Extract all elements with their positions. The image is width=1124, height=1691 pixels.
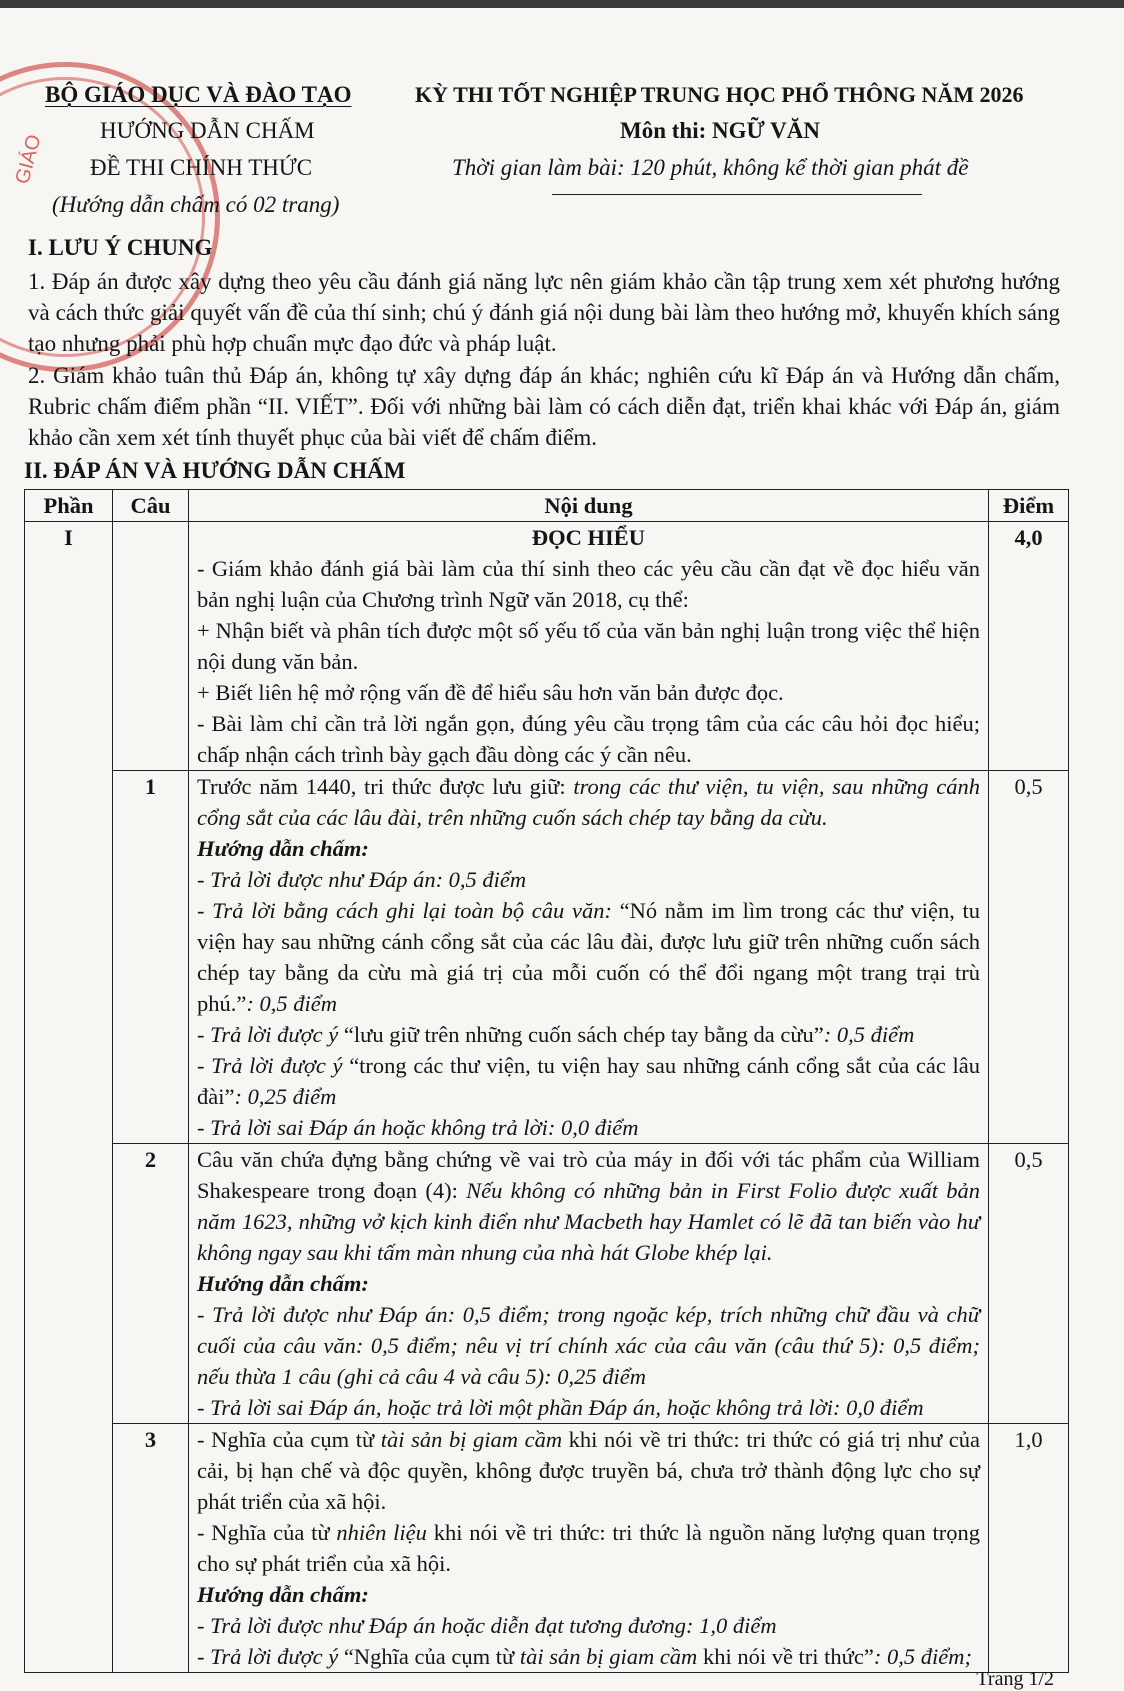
question-score: 1,0 [989,1424,1069,1673]
table-row [25,771,1069,1144]
guide-label: HƯỚNG DẪN CHẤM [100,118,315,143]
guide-score: : 0,5 điểm [246,991,337,1016]
answer-text: - Nghĩa của từ [197,1520,337,1545]
answer [197,1144,980,1268]
question-number: 2 [113,1144,189,1424]
header-noidung: Nội dung [189,490,989,522]
question-content [189,1424,989,1673]
question-content [189,771,989,1144]
question-score: 0,5 [989,771,1069,1144]
guide-line [197,1050,980,1112]
guide-quote: “trong các thư viện, tu viện hay sau những cánh cổng sắt của các lâu đài” [197,1053,980,1109]
answer-text: Câu văn chứa đựng bằng chứng về vai trò của máy in đối với tác phẩm của William Shakespeare trong đoạn (4): [197,1147,980,1203]
header-cau: Câu [113,490,189,522]
question-score: 0,5 [989,1144,1069,1424]
answer-text: Trước năm 1440, tri thức được lưu giữ: [197,774,574,799]
guide-line: - Trả lời được như Đáp án hoặc diễn đạt tương đương: 1,0 điểm [197,1613,777,1638]
guide-title: Hướng dẫn chấm: [197,1582,369,1607]
pages-note: (Hướng dẫn chấm có 02 trang) [52,192,340,217]
table-row [25,1144,1069,1424]
time-underline [552,194,922,195]
subject-label: Môn thi: NGỮ VĂN [620,118,820,143]
guide-title: Hướng dẫn chấm: [197,836,369,861]
guide-line: - Trả lời được như Đáp án: 0,5 điểm [197,867,527,892]
guide-title: Hướng dẫn chấm: [197,1271,369,1296]
time-label: Thời gian làm bài: 120 phút, không kể thời gian phát đề [452,155,969,180]
part-intro [189,522,989,771]
exam-title: KỲ THI TỐT NGHIỆP TRUNG HỌC PHỔ THÔNG NĂM 2026 [415,82,1024,107]
header-diem: Điểm [989,490,1069,522]
table-row [25,522,1069,771]
empty-cell [113,522,189,771]
guide-text: - Trả lời được ý [197,1644,344,1669]
guide-quote: “lưu giữ trên những cuốn sách chép tay bằng da cừu” [343,1022,824,1047]
guide-quote: “Nghĩa của cụm từ [343,1644,520,1669]
document-header [0,80,1124,230]
ministry-name: BỘ GIÁO DỤC VÀ ĐÀO TẠO [45,82,352,107]
intro-line: - Giám khảo đánh giá bài làm của thí sinh theo các yêu cầu cần đạt về đọc hiểu văn bản nghị luận của Chương trình Ngữ văn 2018, cụ thể: [197,556,980,612]
guide-line: - Trả lời được như Đáp án: 0,5 điểm; trong ngoặc kép, trích những chữ đầu và chữ cuối của câu văn: 0,5 điểm; nêu vị trí chính xác của câu văn (câu thứ 5): 0,5 điểm; nếu thừa 1 câu (ghi cả câu 4 và câu 5): 0,25 điểm [197,1302,980,1389]
guide-quote: khi nói về tri thức” [697,1644,874,1669]
guide-quote: “Nó nằm im lìm trong các thư viện, tu viện hay sau những cánh cổng sắt của các lâu đài, được lưu giữ trên những cuốn sách chép tay bằng da cừu mà giá trị của mỗi cuốn có thể đổi ngang một trang trại trù phú.” [197,898,980,1016]
answer-quote: Nếu không có những bản in First Folio được xuất bản năm 1623, những vở kịch kinh điển như Macbeth hay Hamlet có lẽ đã tan biến vào hư không ngay sau khi tấm màn nhung của nhà hát Globe khép lại. [197,1178,981,1265]
section-general-notes-title: I. LƯU Ý CHUNG [28,235,213,260]
guide-term: tài sản bị giam cầm [519,1644,698,1669]
answer-term: nhiên liệu [336,1520,427,1545]
question-content [189,1144,989,1424]
answer-text: khi nói về tri thức: tri thức có giá trị như của cải, bị hạn chế và độc quyền, không được truyền bá, chưa trở thành động lực cho sự phát triển của xã hội. [197,1427,981,1514]
answer [197,1517,980,1579]
guide-score: : 0,5 điểm; [873,1644,972,1669]
guide-score: : 0,5 điểm [823,1022,915,1047]
guide-text: - Trả lời bằng cách ghi lại toàn bộ câu văn: [197,898,620,923]
guide-line [197,1019,980,1050]
section-answers-title: II. ĐÁP ÁN VÀ HƯỚNG DẪN CHẤM [24,458,406,483]
guide-line: - Trả lời sai Đáp án hoặc không trả lời: 0,0 điểm [197,1115,639,1140]
part-score: 4,0 [989,522,1069,771]
guide-text: - Trả lời được ý [197,1022,344,1047]
guide-line [197,895,980,1019]
answer-text: - Nghĩa của cụm từ [197,1427,381,1452]
intro-line: - Bài làm chỉ cần trả lời ngắn gọn, đúng yêu cầu trọng tâm của các câu hỏi đọc hiểu; chấp nhận cách trình bày gạch đầu dòng các ý cần nêu. [197,711,980,767]
answer-term: tài sản bị giam cầm [380,1427,563,1452]
answer [197,771,980,833]
note-paragraph-2: 2. Giám khảo tuân thủ Đáp án, không tự xây dựng đáp án khác; nghiên cứu kĩ Đáp án và Hướng dẫn chấm, Rubric chấm điểm phần “II. VIẾT”. Đối với những bài làm có cách diễn đạt, triển khai khác với Đáp án, giám khảo cần xem xét tính thuyết phục của bài viết để chấm điểm. [28,363,1060,450]
page-number: Trang 1/2 [976,1668,1054,1690]
answer-quote: trong các thư viện, tu viện, sau những cánh cổng sắt của các lâu đài, trên những cuốn sách chép tay bằng da cừu. [197,774,980,830]
table-header-row [25,490,1069,522]
official-label: ĐỀ THI CHÍNH THỨC [90,155,313,180]
guide-score: : 0,25 điểm [234,1084,337,1109]
guide-line: - Trả lời sai Đáp án, hoặc trả lời một phần Đáp án, hoặc không trả lời: 0,0 điểm [197,1395,924,1420]
answer-text: khi nói về tri thức: tri thức là nguồn năng lượng quan trọng cho sự phát triển của xã hội. [197,1520,980,1576]
intro-line: + Nhận biết và phân tích được một số yếu tố của văn bản nghị luận trong việc thể hiện nội dung văn bản. [197,618,980,674]
guide-text: - Trả lời được ý [197,1053,350,1078]
question-number: 3 [113,1424,189,1673]
top-edge [0,0,1124,8]
part-title: ĐỌC HIỂU [531,525,646,550]
guide-line [197,1641,980,1672]
header-phan: Phần [25,490,113,522]
table-row [25,1424,1069,1673]
question-number: 1 [113,771,189,1144]
seal-text: GIÁO [11,132,46,187]
answer [197,1424,980,1517]
intro-line: + Biết liên hệ mở rộng vấn đề để hiểu sâu hơn văn bản được đọc. [197,680,784,705]
note-paragraph-1: 1. Đáp án được xây dựng theo yêu cầu đánh giá năng lực nên giám khảo cần tập trung xem xét phương hướng và cách thức giải quyết vấn đề của thí sinh; chú ý đánh giá nội dung bài làm theo hướng mở, khuyến khích sáng tạo nhưng phải phù hợp chuẩn mực đạo đức và pháp luật. [28,269,1060,356]
part-number: I [25,522,113,1673]
answer-table [24,489,1069,1673]
